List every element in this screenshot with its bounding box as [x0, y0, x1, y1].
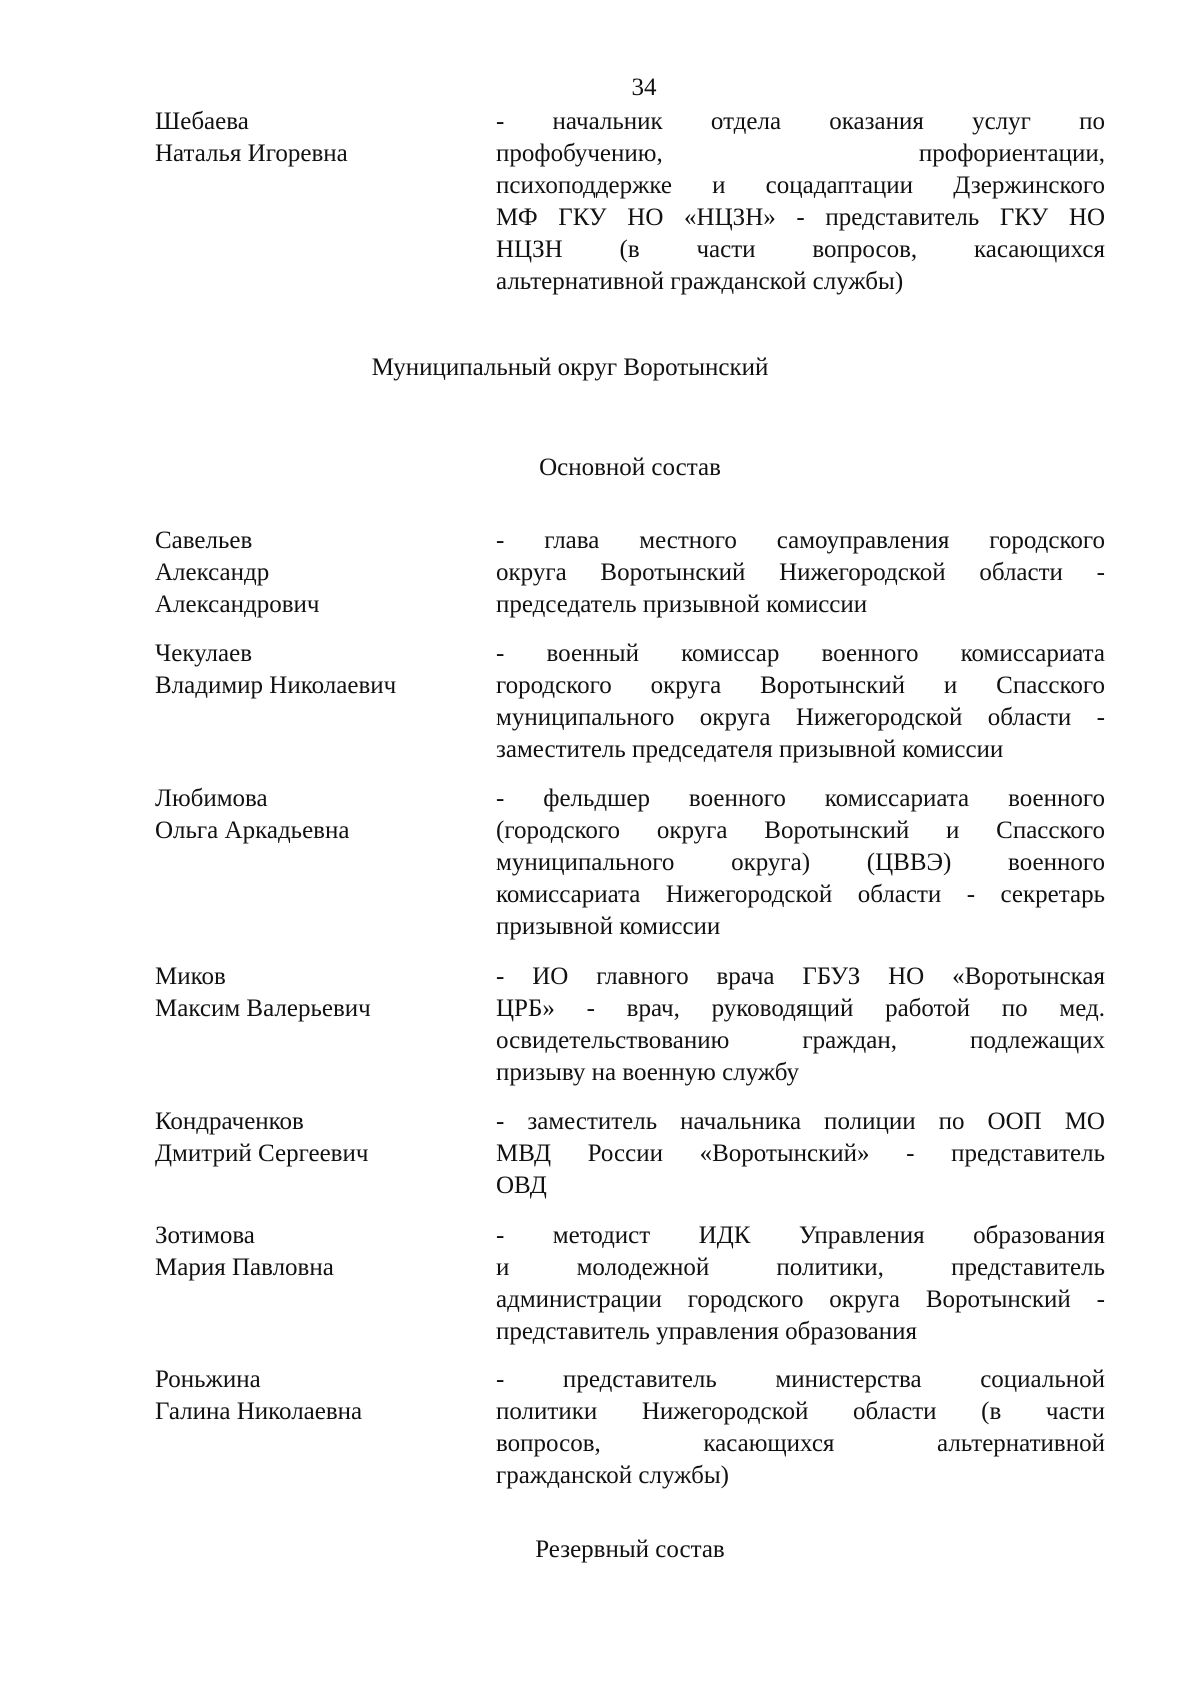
role-line: - методист ИДК Управления образования: [496, 1222, 1105, 1249]
role-line: (городского округа Воротынский и Спасского: [496, 817, 1105, 844]
member-surname: Шебаева: [155, 108, 249, 135]
member-given-names: Наталья Игоревна: [155, 140, 348, 167]
member-name: [155, 525, 485, 621]
role-line: МВД России «Воротынский» - представитель: [496, 1140, 1105, 1167]
member-name: [155, 1106, 485, 1170]
role-line: - глава местного самоуправления городского: [496, 527, 1105, 554]
role-line: - фельдшер военного комиссариата военного: [496, 785, 1105, 812]
role-line: - ИО главного врача ГБУЗ НО «Воротынская: [496, 963, 1105, 990]
role-line: администрации городского округа Воротынский -: [496, 1286, 1105, 1313]
member-role: [496, 1220, 1105, 1348]
role-line: ЦРБ» - врач, руководящий работой по мед.: [496, 995, 1105, 1022]
member-name: [155, 961, 485, 1025]
role-line: МФ ГКУ НО «НЦЗН» - представитель ГКУ НО: [496, 204, 1105, 231]
member-role: [496, 106, 1105, 298]
member-name: [155, 1364, 485, 1428]
member-patronymic: Александрович: [155, 591, 320, 618]
role-line: политики Нижегородской области (в части: [496, 1398, 1105, 1425]
member-name: [155, 783, 485, 847]
role-line: комиссариата Нижегородской области - секретарь: [496, 881, 1105, 908]
role-line: призывной комиссии: [496, 913, 721, 940]
member-surname: Любимова: [155, 785, 268, 812]
member-name: [155, 1220, 485, 1284]
member-given-names: Максим Валерьевич: [155, 995, 371, 1022]
member-surname: Кондраченков: [155, 1108, 304, 1135]
reserve-composition-heading: Резервный состав: [535, 1536, 725, 1563]
role-line: вопросов, касающихся альтернативной: [496, 1430, 1105, 1457]
role-line: - начальник отдела оказания услуг по: [496, 108, 1105, 135]
role-line: освидетельствованию граждан, подлежащих: [496, 1027, 1105, 1054]
role-line: гражданской службы): [496, 1462, 729, 1489]
role-line: психоподдержке и соцадаптации Дзержинского: [496, 172, 1105, 199]
member-name: [155, 638, 485, 702]
role-line: округа Воротынский Нижегородской области -: [496, 559, 1105, 586]
role-line: - заместитель начальника полиции по ООП МО: [496, 1108, 1105, 1135]
main-composition-heading: Основной состав: [539, 454, 721, 481]
role-line: заместитель председателя призывной комиссии: [496, 736, 1004, 763]
member-given-names: Мария Павловна: [155, 1254, 334, 1281]
role-line: муниципального округа) (ЦВВЭ) военного: [496, 849, 1105, 876]
role-line: - представитель министерства социальной: [496, 1366, 1105, 1393]
member-role: [496, 783, 1105, 943]
member-surname: Чекулаев: [155, 640, 253, 667]
member-given-name: Александр: [155, 559, 270, 586]
role-line: призыву на военную службу: [496, 1059, 800, 1086]
role-line: и молодежной политики, представитель: [496, 1254, 1105, 1281]
role-line: муниципального округа Нижегородской области -: [496, 704, 1105, 731]
role-line: городского округа Воротынский и Спасского: [496, 672, 1105, 699]
member-given-names: Галина Николаевна: [155, 1398, 363, 1425]
role-line: председатель призывной комиссии: [496, 591, 868, 618]
member-role: [496, 525, 1105, 621]
member-given-names: Дмитрий Сергеевич: [155, 1140, 369, 1167]
role-line: представитель управления образования: [496, 1318, 918, 1345]
member-role: [496, 1364, 1105, 1492]
role-line: - военный комиссар военного комиссариата: [496, 640, 1105, 667]
member-surname: Савельев: [155, 527, 253, 554]
member-surname: Роньжина: [155, 1366, 261, 1393]
role-line: альтернативной гражданской службы): [496, 268, 904, 295]
member-role: [496, 961, 1105, 1089]
member-name: [155, 106, 485, 170]
role-line: НЦЗН (в части вопросов, касающихся: [496, 236, 1105, 263]
member-surname: Миков: [155, 963, 226, 990]
role-line: профобучению, профориентации,: [496, 140, 1105, 167]
page-number: 34: [631, 74, 657, 101]
member-role: [496, 1106, 1105, 1202]
member-role: [496, 638, 1105, 766]
member-surname: Зотимова: [155, 1222, 255, 1249]
district-heading: Муниципальный округ Воротынский: [371, 354, 769, 381]
member-given-names: Владимир Николаевич: [155, 672, 397, 699]
member-given-names: Ольга Аркадьевна: [155, 817, 350, 844]
role-line: ОВД: [496, 1172, 547, 1199]
